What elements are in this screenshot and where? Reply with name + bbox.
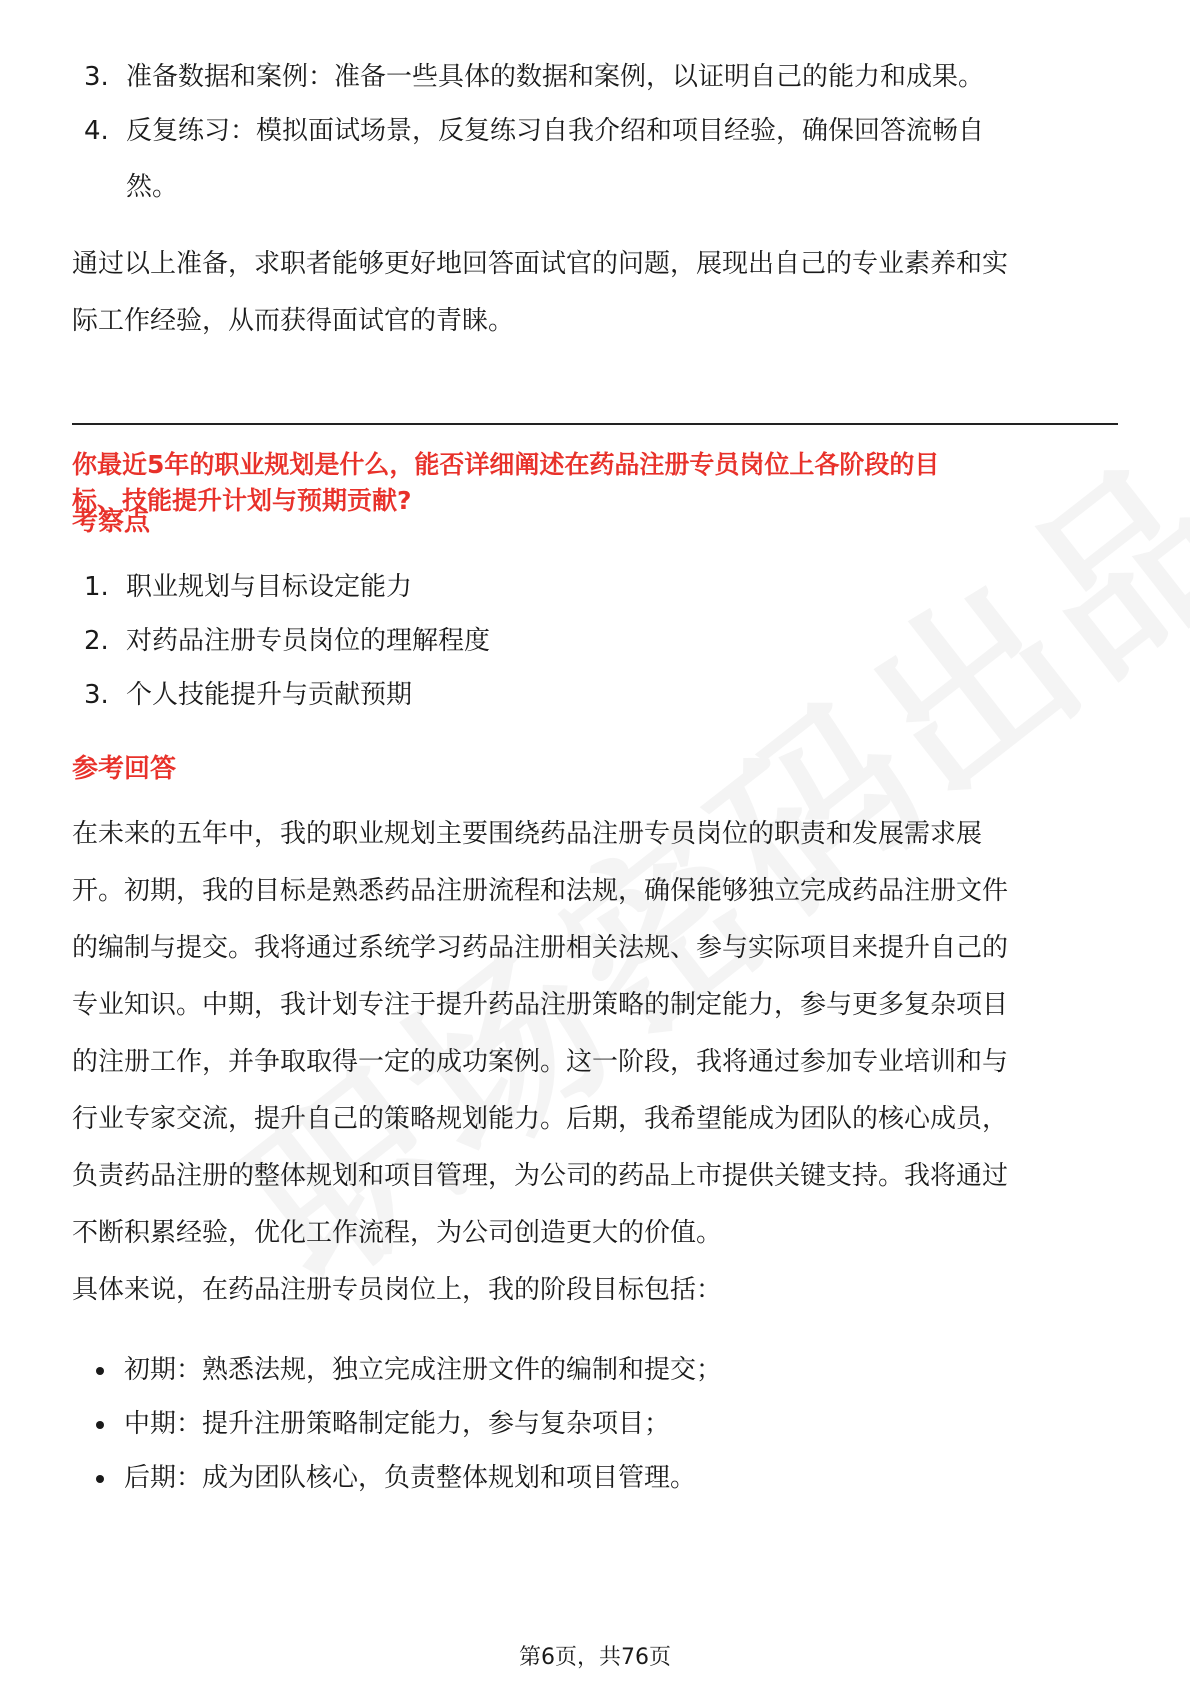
- question-title: [72, 447, 939, 519]
- points-heading: 考察点: [72, 507, 151, 537]
- paragraph-line: 的注册工作，并争取取得一定的成功案例。这一阶段，我将通过参加专业培训和与: [72, 1047, 1009, 1077]
- paragraph-line: 通过以上准备，求职者能够更好地回答面试官的问题，展现出自己的专业素养和实: [72, 249, 1009, 279]
- list-number: 3.: [84, 680, 109, 710]
- summary-paragraph: [72, 236, 1008, 350]
- paragraph-line: 行业专家交流，提升自己的策略规划能力。后期，我希望能成为团队的核心成员，: [72, 1104, 1009, 1134]
- paragraph-line: 际工作经验，从而获得面试官的青睐。: [72, 306, 515, 336]
- list-number: 3.: [84, 62, 109, 92]
- answer-intro: 具体来说，在药品注册专员岗位上，我的阶段目标包括：: [72, 1275, 723, 1305]
- bullet-dot: [96, 1421, 104, 1429]
- page-footer: 第6页，共76页: [519, 1645, 671, 1670]
- question-line: 标、技能提升计划与预期贡献?: [72, 486, 412, 515]
- paragraph-line: 的编制与提交。我将通过系统学习药品注册相关法规、参与实际项目来提升自己的: [72, 933, 1009, 963]
- bullet-text: 中期：提升注册策略制定能力，参与复杂项目；: [124, 1409, 671, 1439]
- section-divider: [72, 423, 1118, 425]
- list-text: 反复练习：模拟面试场景，反复练习自我介绍和项目经验，确保回答流畅自: [126, 116, 985, 146]
- list-text: 职业规划与目标设定能力: [126, 572, 413, 602]
- list-text: 对药品注册专员岗位的理解程度: [126, 626, 491, 656]
- list-text: 个人技能提升与贡献预期: [126, 680, 413, 710]
- bullet-dot: [96, 1367, 104, 1375]
- paragraph-line: 开。初期，我的目标是熟悉药品注册流程和法规，确保能够独立完成药品注册文件: [72, 876, 1009, 906]
- answer-paragraph: [72, 806, 1008, 1262]
- bullet-dot: [96, 1475, 104, 1483]
- bullet-text: 初期：熟悉法规，独立完成注册文件的编制和提交；: [124, 1355, 723, 1385]
- list-text-continued: 然。: [126, 172, 179, 202]
- question-line: 你最近5年的职业规划是什么，能否详细阐述在药品注册专员岗位上各阶段的目: [72, 450, 940, 479]
- answer-heading: 参考回答: [72, 754, 177, 784]
- paragraph-line: 负责药品注册的整体规划和项目管理，为公司的药品上市提供关键支持。我将通过: [72, 1161, 1009, 1191]
- paragraph-line: 在未来的五年中，我的职业规划主要围绕药品注册专员岗位的职责和发展需求展: [72, 819, 983, 849]
- list-number: 1.: [84, 572, 109, 602]
- list-text: 准备数据和案例：准备一些具体的数据和案例，以证明自己的能力和成果。: [126, 62, 985, 92]
- paragraph-line: 不断积累经验，优化工作流程，为公司创造更大的价值。: [72, 1218, 723, 1248]
- paragraph-line: 专业知识。中期，我计划专注于提升药品注册策略的制定能力，参与更多复杂项目: [72, 990, 1009, 1020]
- bullet-text: 后期：成为团队核心，负责整体规划和项目管理。: [124, 1463, 697, 1493]
- list-number: 2.: [84, 626, 109, 656]
- list-number: 4.: [84, 116, 109, 146]
